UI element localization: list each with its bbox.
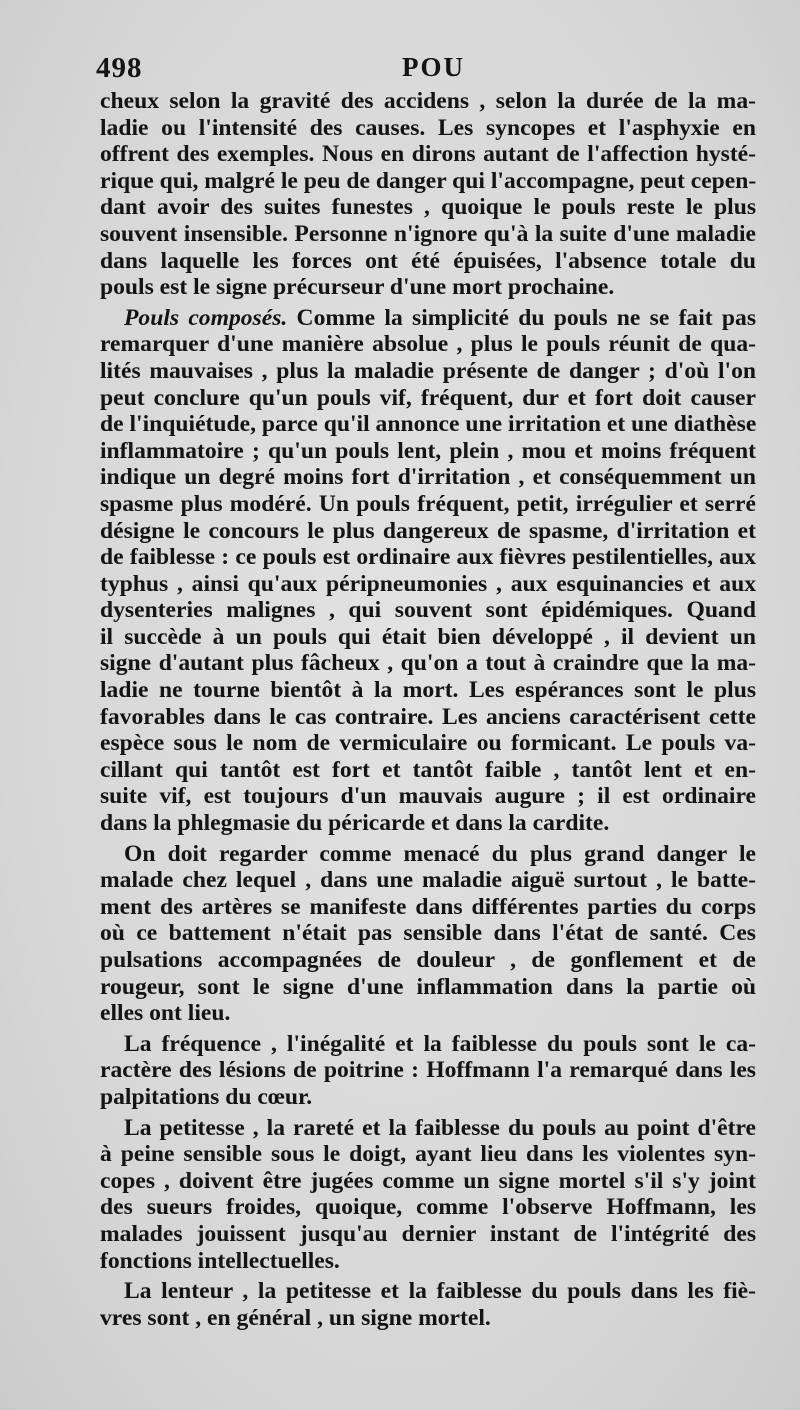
line-text: inflammatoire ; qu'un pouls lent, plein , mou et moins fréquent [100,437,756,464]
line-text: La lenteur , la petitesse et la faiblesse du pouls dans les fiè- [124,1278,756,1305]
line-text: dans la phlegmasie du péricarde et dans la cardite. [100,810,610,837]
line-text: de l'inquiétude, parce qu'il annonce une irritation et une diathèse [100,411,757,438]
line-text: ment des artères se manifeste dans différentes parties du corps [100,893,756,920]
line-text: typhus , ainsi qu'aux péripneumonies , aux esquinancies et aux [100,570,756,597]
text-line [100,88,756,115]
line-text: offrent des exemples. Nous en dirons autant de l'affection hysté- [100,141,756,168]
line-text: La petitesse , la rareté et la faiblesse du pouls au point d'être [124,1114,756,1141]
line-text: indique un degré moins fort d'irritation , et conséquemment un [100,464,756,491]
line-text: peut conclure qu'un pouls vif, fréquent, dur et fort doit causer [100,384,756,411]
line-text: malades jouissent jusqu'au dernier instant de l'intégrité des [100,1220,756,1247]
text-line [100,141,756,168]
line-text: dans laquelle les forces ont été épuisées, l'absence totale du [100,247,756,274]
paragraph [100,88,756,301]
body-text [100,88,756,1331]
line-text: ladie ou l'intensité des causes. Les syncopes et l'asphyxie en [100,114,756,141]
line-text: de faiblesse : ce pouls est ordinaire aux fièvres pestilentielles, aux [100,544,756,571]
line-text: signe d'autant plus fâcheux , qu'on a tout à craindre que la ma- [100,650,756,677]
text-line [100,464,756,491]
text-line [100,947,756,974]
text-line [100,544,756,571]
text-line [100,783,756,810]
line-text: On doit regarder comme menacé du plus grand danger le [124,840,756,867]
line-text: vres sont , en général , un signe mortel. [100,1304,491,1331]
paragraph [100,841,756,1027]
line-text: malade chez lequel , dans une maladie aiguë surtout , le batte- [100,867,756,894]
line-text: espèce sous le nom de vermiculaire ou formicant. Le pouls va- [100,730,756,757]
text-line [100,730,756,757]
line-text: il succède à un pouls qui était bien développé , il devient un [100,623,756,650]
line-text: La fréquence , l'inégalité et la faiblesse du pouls sont le ca- [124,1030,756,1057]
text-line [100,1168,756,1195]
line-text: rique qui, malgré le peu de danger qui l'accompagne, peut cepen- [100,167,757,194]
line-text: remarquer d'une manière absolue , plus le pouls réunit de qua- [100,331,756,358]
line-text: elles ont lieu. [100,1000,231,1027]
line-text: ractère des lésions de poitrine : Hoffmann l'a remarqué dans les [100,1057,756,1084]
line-text: cillant qui tantôt est fort et tantôt faible , tantôt lent et en- [100,756,756,783]
line-text: pouls est le signe précurseur d'une mort prochaine. [100,274,615,301]
line-text: à peine sensible sous le doigt, ayant lieu dans les violentes syn- [100,1141,756,1168]
line-text: des sueurs froides, quoique, comme l'observe Hoffmann, les [100,1194,756,1221]
line-text: fonctions intellectuelles. [100,1247,340,1274]
page-header [96,52,786,92]
line-text: où ce battement n'était pas sensible dans l'état de santé. Ces [100,920,756,947]
line-text: Comme la simplicité du pouls ne se fait pas [287,304,756,331]
line-text: rougeur, sont le signe d'une inflammation dans la partie où [100,973,756,1000]
text-line [100,1194,756,1221]
line-text: palpitations du cœur. [100,1083,313,1110]
text-line [100,194,756,221]
text-line [100,1305,756,1332]
text-line [100,974,756,1001]
line-text: suite vif, est toujours d'un mauvais augure ; il est ordinaire [100,783,756,810]
text-line [100,757,756,784]
text-line [100,1057,756,1084]
text-line [100,1115,756,1142]
text-line [100,438,756,465]
text-line [100,491,756,518]
text-line [100,1000,756,1027]
text-line [100,248,756,275]
text-line [100,677,756,704]
text-line [100,1278,756,1305]
line-text: dant avoir des suites funestes , quoique le pouls reste le plus [100,194,756,221]
paragraph-lead: Pouls composés. [124,304,288,331]
text-line [100,704,756,731]
text-line [100,624,756,651]
paragraph [100,1031,756,1111]
line-text: souvent insensible. Personne n'ignore qu'à la suite d'une maladie [100,220,756,247]
text-line [100,841,756,868]
text-line [100,1221,756,1248]
text-line [100,571,756,598]
text-line [100,867,756,894]
line-text: dysenteries malignes , qui souvent sont épidémiques. Quand [100,597,756,624]
text-line [100,518,756,545]
line-text: cheux selon la gravité des accidens , selon la durée de la ma- [100,88,756,114]
text-line [100,920,756,947]
text-line [100,331,756,358]
text-line [100,168,756,195]
line-text: copes , doivent être jugées comme un signe mortel s'il s'y joint [100,1167,756,1194]
line-text: désigne le concours le plus dangereux de spasme, d'irritation et [100,517,756,544]
line-text: favorables dans le cas contraire. Les anciens caractérisent cette [100,703,756,730]
text-line [100,1031,756,1058]
text-line [100,1248,756,1275]
text-line [100,274,756,301]
text-line [100,894,756,921]
text-line [100,221,756,248]
line-text: lités mauvaises , plus la maladie présente de danger ; d'où l'on [100,357,756,384]
paragraph [100,305,756,837]
paragraph [100,1115,756,1275]
page-number: 498 [96,52,143,84]
line-text: pulsations accompagnées de douleur , de gonflement et de [100,947,756,973]
text-line [100,650,756,677]
line-text: spasme plus modéré. Un pouls fréquent, petit, irrégulier et serré [100,490,756,517]
text-line [100,597,756,624]
text-line [100,305,756,332]
text-line [100,385,756,412]
text-line [100,115,756,142]
text-line [100,1141,756,1168]
text-line [100,810,756,837]
text-line [100,411,756,438]
line-text: ladie ne tourne bientôt à la mort. Les espérances sont le plus [100,677,756,704]
text-line [100,358,756,385]
text-line [100,1084,756,1111]
paragraph [100,1278,756,1331]
running-head: POU [402,52,465,82]
